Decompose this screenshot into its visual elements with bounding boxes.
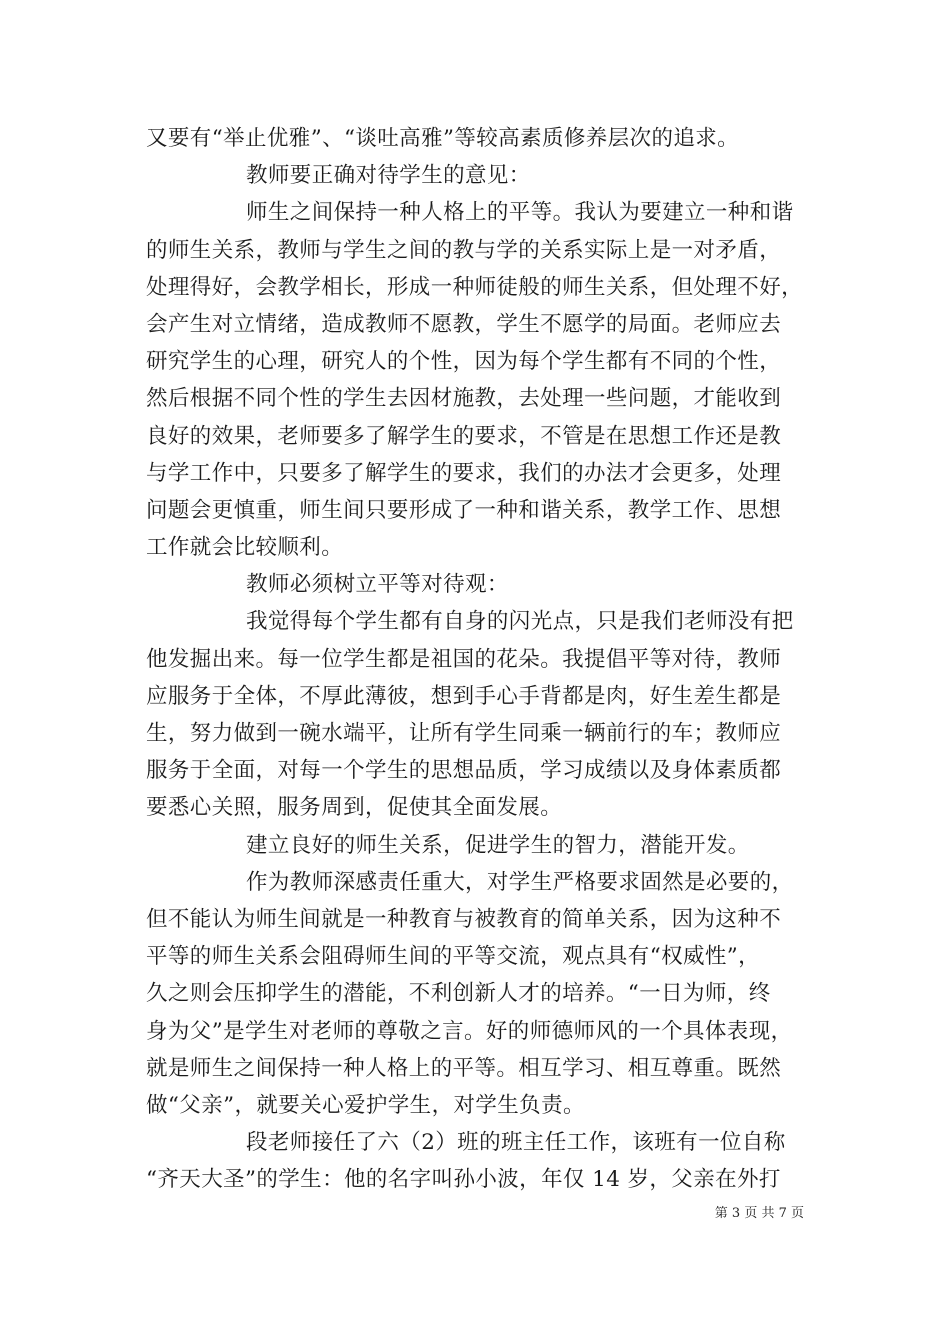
text-line: 又要有“举止优雅”、“谈吐高雅”等较高素质修养层次的追求。 [146, 126, 740, 151]
text-line: 工作就会比较顺利。 [146, 535, 344, 561]
text-line: 就是师生之间保持一种人格上的平等。相互学习、相互尊重。既然 [146, 1055, 782, 1081]
text-line: 与学工作中，只要多了解学生的要求，我们的办法才会更多，处理 [146, 460, 782, 486]
text-line: 但不能认为师生间就是一种教育与被教育的简单关系，因为这种不 [146, 906, 782, 932]
text-line: 服务于全面，对每一个学生的思想品质，学习成绩以及身体素质都 [146, 758, 782, 784]
text-line: 身为父”是学生对老师的尊敬之言。好的师德师风的一个具体表现， [146, 1018, 793, 1044]
text-line: 教师必须树立平等对待观： [246, 572, 509, 598]
text-line: 研究学生的心理，研究人的个性，因为每个学生都有不同的个性， [146, 349, 782, 375]
text-line: 师生之间保持一种人格上的平等。我认为要建立一种和谐 [246, 200, 794, 226]
text-line: 教师要正确对待学生的意见： [246, 163, 531, 189]
text-line: 要悉心关照，服务周到，促使其全面发展。 [146, 795, 563, 821]
text-line: 处理得好，会教学相长，形成一种师徒般的师生关系，但处理不好， [146, 274, 804, 300]
text-line: 会产生对立情绪，造成教师不愿教，学生不愿学的局面。老师应去 [146, 311, 782, 337]
text-line: “齐天大圣”的学生：他的名字叫孙小波，年仅 14 岁，父亲在外打 [146, 1167, 781, 1193]
text-line: 段老师接任了六（2）班的班主任工作，该班有一位自称 [246, 1130, 786, 1156]
text-line: 做“父亲”，就要关心爱护学生，对学生负责。 [146, 1092, 585, 1118]
text-line: 然后根据不同个性的学生去因材施教，去处理一些问题，才能收到 [146, 386, 782, 412]
document-body [146, 120, 836, 1198]
text-line: 应服务于全体，不厚此薄彼，想到手心手背都是肉，好生差生都是 [146, 683, 782, 709]
text-line: 良好的效果，老师要多了解学生的要求，不管是在思想工作还是教 [146, 423, 782, 449]
text-line: 问题会更慎重，师生间只要形成了一种和谐关系，教学工作、思想 [146, 497, 782, 523]
text-line: 建立良好的师生关系，促进学生的智力，潜能开发。 [246, 832, 750, 858]
page-number-footer: 第 3 页 共 7 页 [714, 1206, 804, 1221]
text-line: 生，努力做到一碗水端平，让所有学生同乘一辆前行的车；教师应 [146, 721, 782, 746]
text-line: 作为教师深感责任重大，对学生严格要求固然是必要的， [246, 869, 794, 895]
text-line: 平等的师生关系会阻碍师生间的平等交流，观点具有“权威性”， [146, 944, 761, 970]
text-line: 久之则会压抑学生的潜能，不利创新人才的培养。“一日为师，终 [146, 981, 771, 1007]
text-line: 他发掘出来。每一位学生都是祖国的花朵。我提倡平等对待，教师 [146, 646, 782, 672]
text-line: 我觉得每个学生都有自身的闪光点，只是我们老师没有把 [246, 609, 794, 635]
text-line: 的师生关系，教师与学生之间的教与学的关系实际上是一对矛盾， [146, 237, 782, 263]
